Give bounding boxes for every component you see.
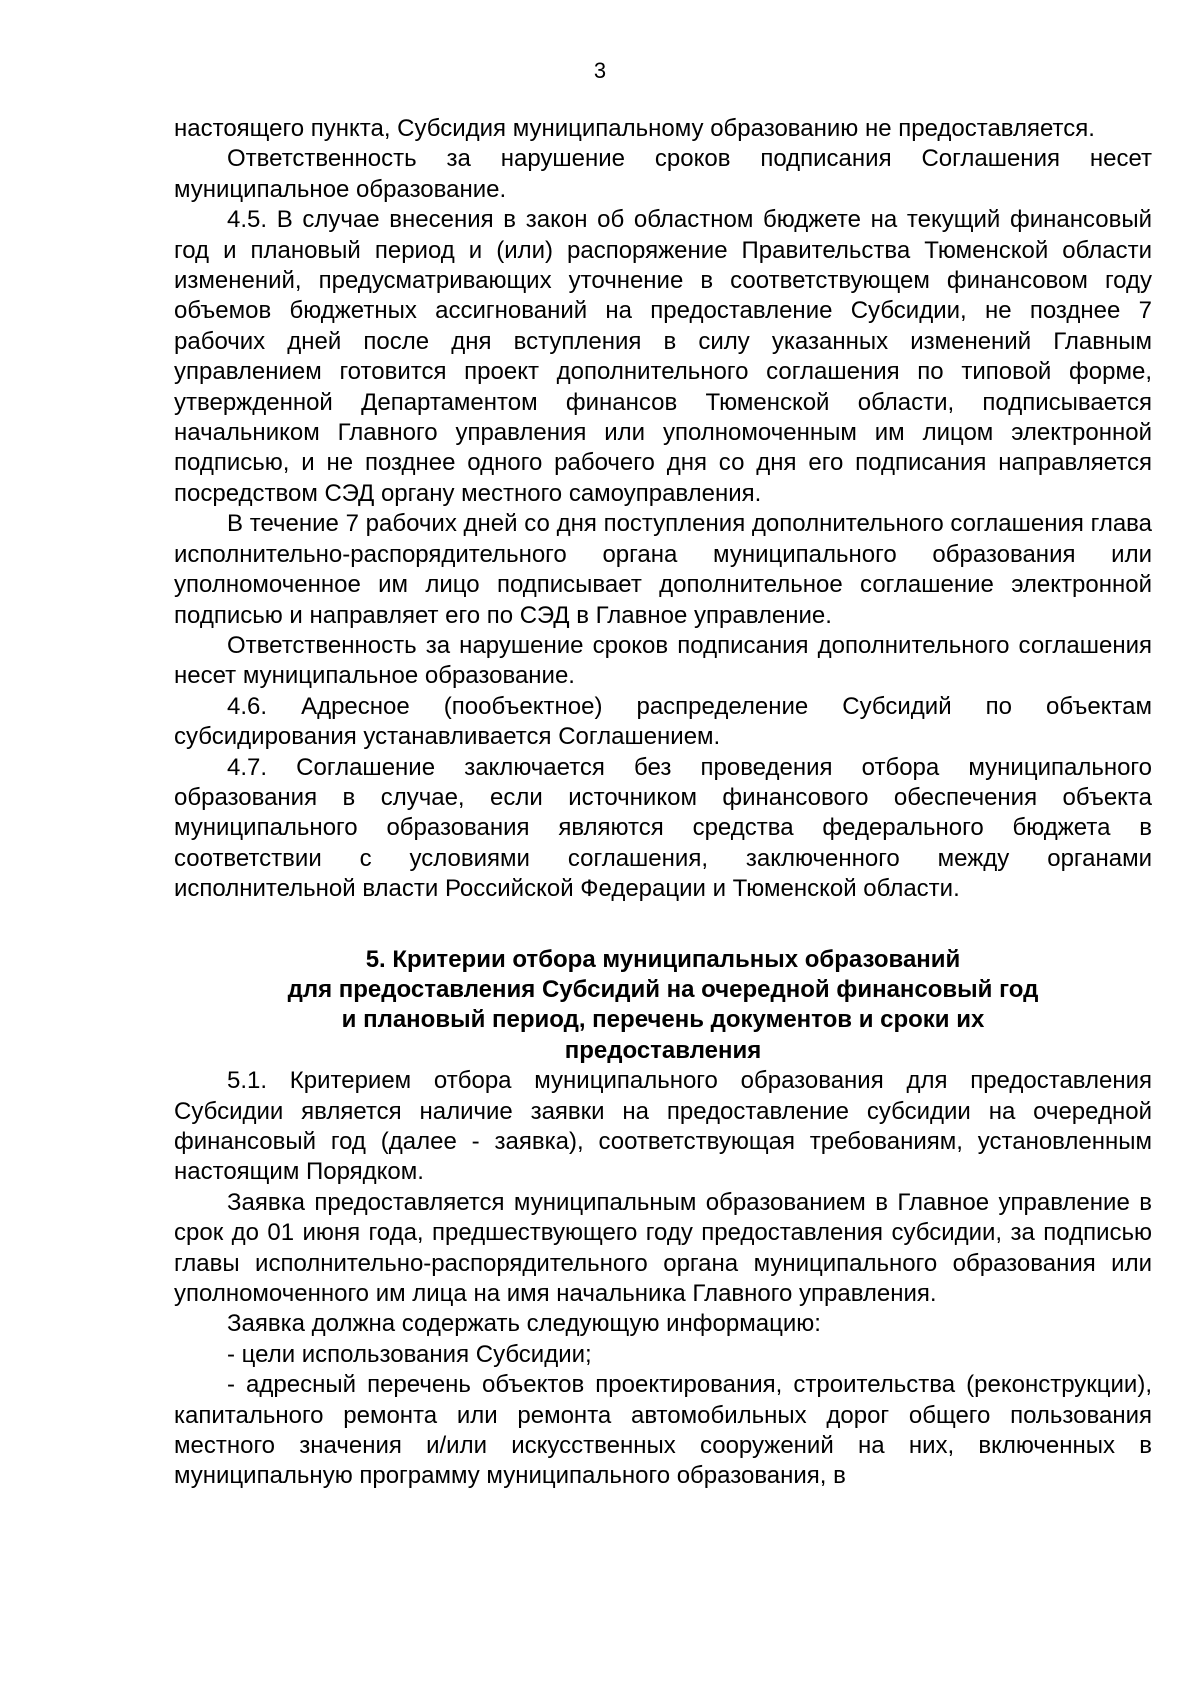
paragraph: 5.1. Критерием отбора муниципального образования для предоставления Субсидии является наличие заявки на предоставление субсидии на очередной финансовый год (далее - заявка), соответствующая требованиям, установленным настоящим Порядком. [174, 1067, 1152, 1186]
heading-line: 5. Критерии отбора муниципальных образований [365, 945, 961, 973]
paragraph: Ответственность за нарушение сроков подписания Соглашения несет муниципальное образование. [174, 145, 1152, 203]
page-number: 3 [593, 58, 607, 83]
heading-line: и плановый период, перечень документов и сроки их [341, 1006, 985, 1034]
paragraph: настоящего пункта, Субсидия муниципальному образованию не предоставляется. [174, 115, 1095, 142]
paragraph: Заявка предоставляется муниципальным образованием в Главное управление в срок до 01 июня года, предшествующего году предоставления субсидии, за подписью главы исполнительно-распорядительного органа муниципального образования или уполномоченного им лица на имя начальника Главного управления. [174, 1188, 1152, 1308]
document-body [174, 114, 1152, 1492]
heading-line: для предоставления Субсидий на очередной финансовый год [287, 975, 1039, 1003]
paragraph: Ответственность за нарушение сроков подписания дополнительного соглашения несет муниципальное образование. [174, 631, 1152, 690]
paragraph: - цели использования Субсидии; [227, 1340, 592, 1368]
paragraph: 4.5. В случае внесения в закон об областном бюджете на текущий финансовый год и плановый период и (или) распоряжение Правительства Тюменской области изменений, предусматривающих уточнение в соответствующем финансовом году объемов бюджетных ассигнований на предоставление Субсидии, не позднее 7 рабочих дней после дня вступления в силу указанных изменений Главным управлением готовится проект дополнительного соглашения по типовой форме, утвержденной Департаментом финансов Тюменской области, подписывается начальником Главного управления или уполномоченным им лицом электронной подписью, и не позднее одного рабочего дня со дня его подписания направляется посредством СЭД органу местного самоуправления. [174, 206, 1152, 507]
paragraph: - адресный перечень объектов проектирования, строительства (реконструкции), капитального ремонта или ремонта автомобильных дорог общего пользования местного значения и/или искусственных сооружений на них, включенных в муниципальную программу муниципального образования, в [174, 1371, 1152, 1490]
paragraph: Заявка должна содержать следующую информацию: [227, 1310, 821, 1338]
paragraph: 4.7. Соглашение заключается без проведения отбора муниципального образования в случае, если источником финансового обеспечения объекта муниципального образования являются средства федерального бюджета в соответствии с условиями соглашения, заключенного между органами исполнительной власти Российской Федерации и Тюменской области. [174, 753, 1152, 903]
section-5-heading [174, 945, 1152, 1067]
heading-line: предоставления [564, 1036, 762, 1064]
section-5-text [174, 1066, 1152, 1492]
paragraph: В течение 7 рабочих дней со дня поступления дополнительного соглашения глава исполнительно-распорядительного органа муниципального образования или уполномоченное им лицо подписывает дополнительное соглашение электронной подписью и направляет его по СЭД в Главное управление. [174, 510, 1152, 629]
section-spacer [174, 905, 1152, 945]
section-4-text [174, 114, 1152, 905]
paragraph: 4.6. Адресное (пообъектное) распределение Субсидий по объектам субсидирования устанавливается Соглашением. [174, 692, 1152, 751]
